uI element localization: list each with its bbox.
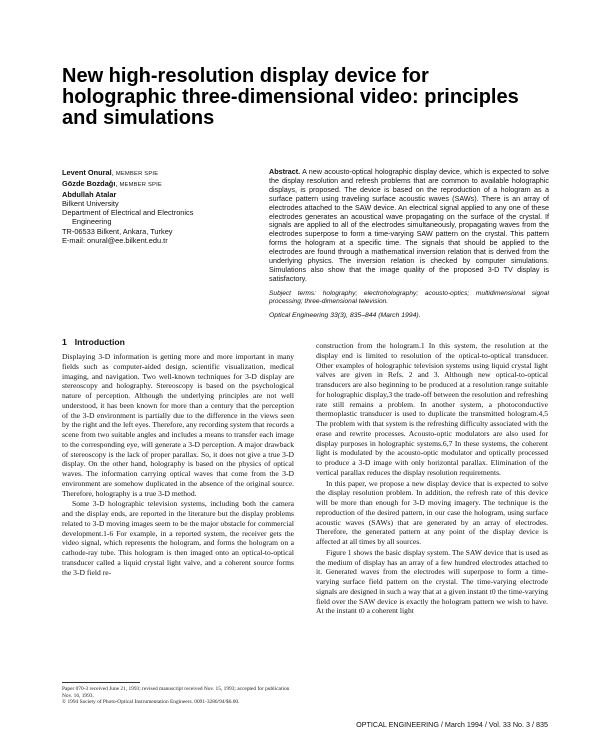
author-role: MEMBER SPIE [119,182,162,189]
affiliation-line: Department of Electrical and Electronics [62,208,194,218]
footnote-line: Paper 070-3 received June 21, 1993; revised manuscript received Nov. 15, 1993; accepted for publication Nov. 16, 1993. [62,686,290,699]
journal-citation: Optical Engineering 33(3), 835–844 (March 1994). [269,311,421,319]
abstract-text: A new acousto-optical holographic display device, which is expected to solve the display resolution and refresh problems that are common to available holographic displays, is proposed. The device is based on the reproduction of a hologram as a surface pattern using traveling surface acoustic waves (SAWs). There is an array of electrodes attached to the SAW device. An electrical signal applied to any one of these electrodes generates an acoustical wave propagating on the surface of the crystal. If signals are applied to all of the electrodes simultaneously, propagating waves from the electrodes superpose to form a time-varying SAW pattern on the crystal. This pattern forms the hologram at a specific time. The signals that should be applied to the electrodes are found through a mathematical inversion relation that is derived from the underlying physics. The inversion relation is checked by computer simulations. Simulations also show that the image quality of the proposed 3-D TV display is satisfactory. [269,167,549,283]
author-2: Gözde Bozdağı, MEMBER SPIE [62,179,162,189]
section-heading [62,337,125,347]
body-paragraph: In this paper, we propose a new display device that is expected to solve the display resolution problem. In addition, the refresh rate of this device will be more than enough for 3-D moving imagery. The technique is the reproduction of the desired pattern, in our case the hologram, using surface acoustic waves (SAWs) that are generated by an array of electrodes. Therefore, the generated pattern at any point of the display device is affected at all times by all sources. [316,478,548,546]
subject-terms [269,290,549,307]
footnote [62,686,294,706]
body-paragraph: construction from the hologram.1 In this system, the resolution at the display end is limited to resolution of the optical-to-optical transducer. Other examples of holographic television systems using liquid crystal light valves are given in Refs. 2 and 3. Although new optical-to-optical transducers are also beginning to be produced at a resolution range suitable for holographic display,3 the trade-off between the resolution and refreshing rate still remains a problem. In another system, a photoconductive thermoplastic transducer is used to duplicate the transmitted hologram.4,5 The problem with that system is the refreshing difficulty associated with the erase and rewrite processes. Acousto-optic modulators are also used for display purposes in holographic systems.6,7 In these systems, the coherent light is modulated by the acousto-optic modulator and optically processed to produce a 3-D image with only horizontal parallax. Elimination of the vertical parallax reduces the display resolution requirements. [316,341,548,477]
affiliation-line: Engineering [72,217,112,227]
author-name: Gözde Bozdağı [62,179,116,189]
author-1: Levent Onural, MEMBER SPIE [62,168,159,177]
subject-terms-label: Subject terms: [269,289,317,297]
paper-title: New high-resolution display device for holographic three-dimensional video: principles and simulations [62,65,519,129]
running-footer: OPTICAL ENGINEERING / March 1994 / Vol. 33 No. 3 / 835 [356,720,548,729]
author-role: MEMBER SPIE [115,171,159,177]
author-name: Abdullah Atalar [62,190,117,200]
body-paragraph: Some 3-D holographic television systems, including both the camera and the display ends, are reported in the literature but the display problems related to 3-D moving images seem to be the major obstacle for commercial development.1-6 For example, in a reported system, the receiver gets the video signal, which represents the hologram, and forms the hologram on a cathode-ray tube. This hologram is then imaged onto an optical-to-optical transducer called a liquid crystal light valve, and a coherent source forms the 3-D field re- [62,499,294,577]
body-paragraph: Displaying 3-D information is getting more and more important in many fields such as computer-aided design, scientific visualization, medical imaging, and navigation. Two well-known techniques for 3-D display are stereoscopy and holography. Stereoscopy is based on the psychological nature of perception. Although the underlying principles are not well understood, it has been known for more than a century that the perception of the 3-D environment is partially due to the difference in the views seen by the right and the left eyes. Therefore, any recording system that records a scene from two suitable angles and includes a means to transfer each image to the corresponding eye, will generate a 3-D perception. A major drawback of stereoscopy is the lack of proper parallax. So, it does not give a true 3-D display. On the other hand, holography is based on the physics of optical waves. The information carrying optical waves that come from the 3-D environment are somehow duplicated in the absence of the original source. Therefore, holography is a true 3-D method. [62,352,294,498]
author-name: Levent Onural [62,168,112,177]
body-column-right [316,341,548,616]
author-3 [62,190,262,199]
affiliation-address: TR-06533 Bilkent, Ankara, Turkey [62,226,173,236]
author-block [62,168,262,245]
abstract-label: Abstract. [269,167,301,176]
footnote-line: © 1994 Society of Photo-Optical Instrumentation Engineers. 0091-3286/94/$6.00. [62,699,240,706]
body-column-left [62,352,294,577]
subject-terms-text: holography; electroholography; acousto-optics; multidimensional signal processing; three-dimensional television. [269,289,549,306]
section-title: Introduction [74,337,125,347]
abstract [269,168,549,321]
footnote-rule [62,682,140,683]
section-number: 1 [62,337,67,347]
affiliation-line: Bilkent University [62,199,119,209]
author-email: E-mail: onural@ee.bilkent.edu.tr [62,235,168,245]
body-paragraph: Figure 1 shows the basic display system. The SAW device that is used as the medium of display has an array of a few hundred electrodes attached to it. Generated waves from the electrodes will superpose to form a time-varying surface field pattern on the crystal. The time-varying electrode signals are designed in such a way that at a given instant t0 the time-varying field over the SAW device is exactly the hologram pattern we wish to have. At the instant t0 a coherent light [316,547,548,616]
